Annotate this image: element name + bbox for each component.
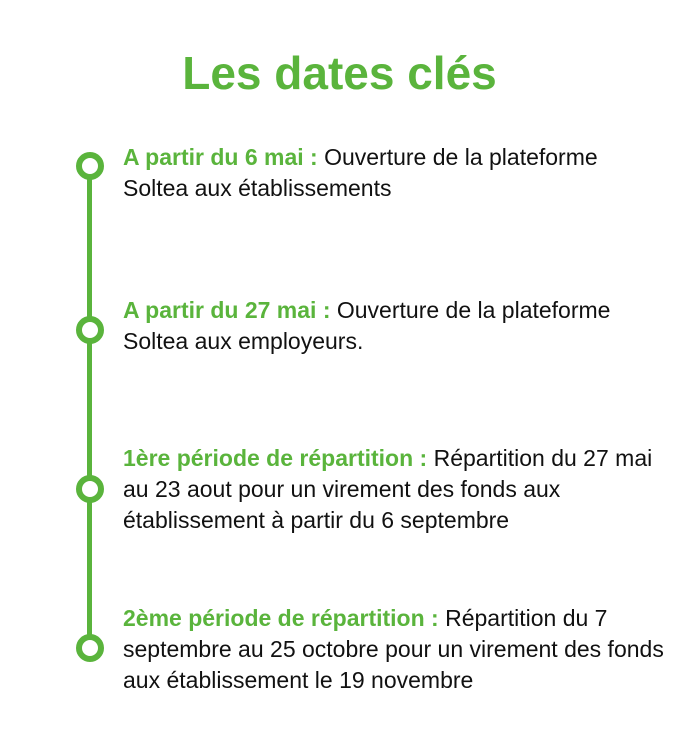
timeline-entry-4 (123, 603, 668, 696)
timeline-entry-text: Répartition du 7 septembre au 25 octobre pour un virement des fonds aux établissement le 19 novembre (123, 605, 664, 693)
timeline-node-2 (76, 316, 104, 344)
timeline-entry-1 (123, 142, 668, 204)
timeline-entry-label: 1ère période de répartition : (123, 445, 428, 471)
timeline-entry-2 (123, 295, 668, 357)
page-title: Les dates clés (182, 46, 497, 99)
timeline-node-3 (76, 475, 104, 503)
timeline-entry-3 (123, 443, 668, 536)
timeline-node-1 (76, 152, 104, 180)
timeline-line (87, 168, 92, 648)
timeline-node-4 (76, 634, 104, 662)
timeline-entry-label: A partir du 27 mai : (123, 297, 331, 323)
timeline-entry-label: 2ème période de répartition : (123, 605, 439, 631)
timeline-entry-text: Ouverture de la plateforme Soltea aux employeurs. (123, 297, 611, 354)
timeline-entry-label: A partir du 6 mai : (123, 144, 318, 170)
timeline-entry-text: Ouverture de la plateforme Soltea aux établissements (123, 144, 598, 201)
timeline-entry-text: Répartition du 27 mai au 23 aout pour un virement des fonds aux établissement à partir du 6 septembre (123, 445, 653, 533)
